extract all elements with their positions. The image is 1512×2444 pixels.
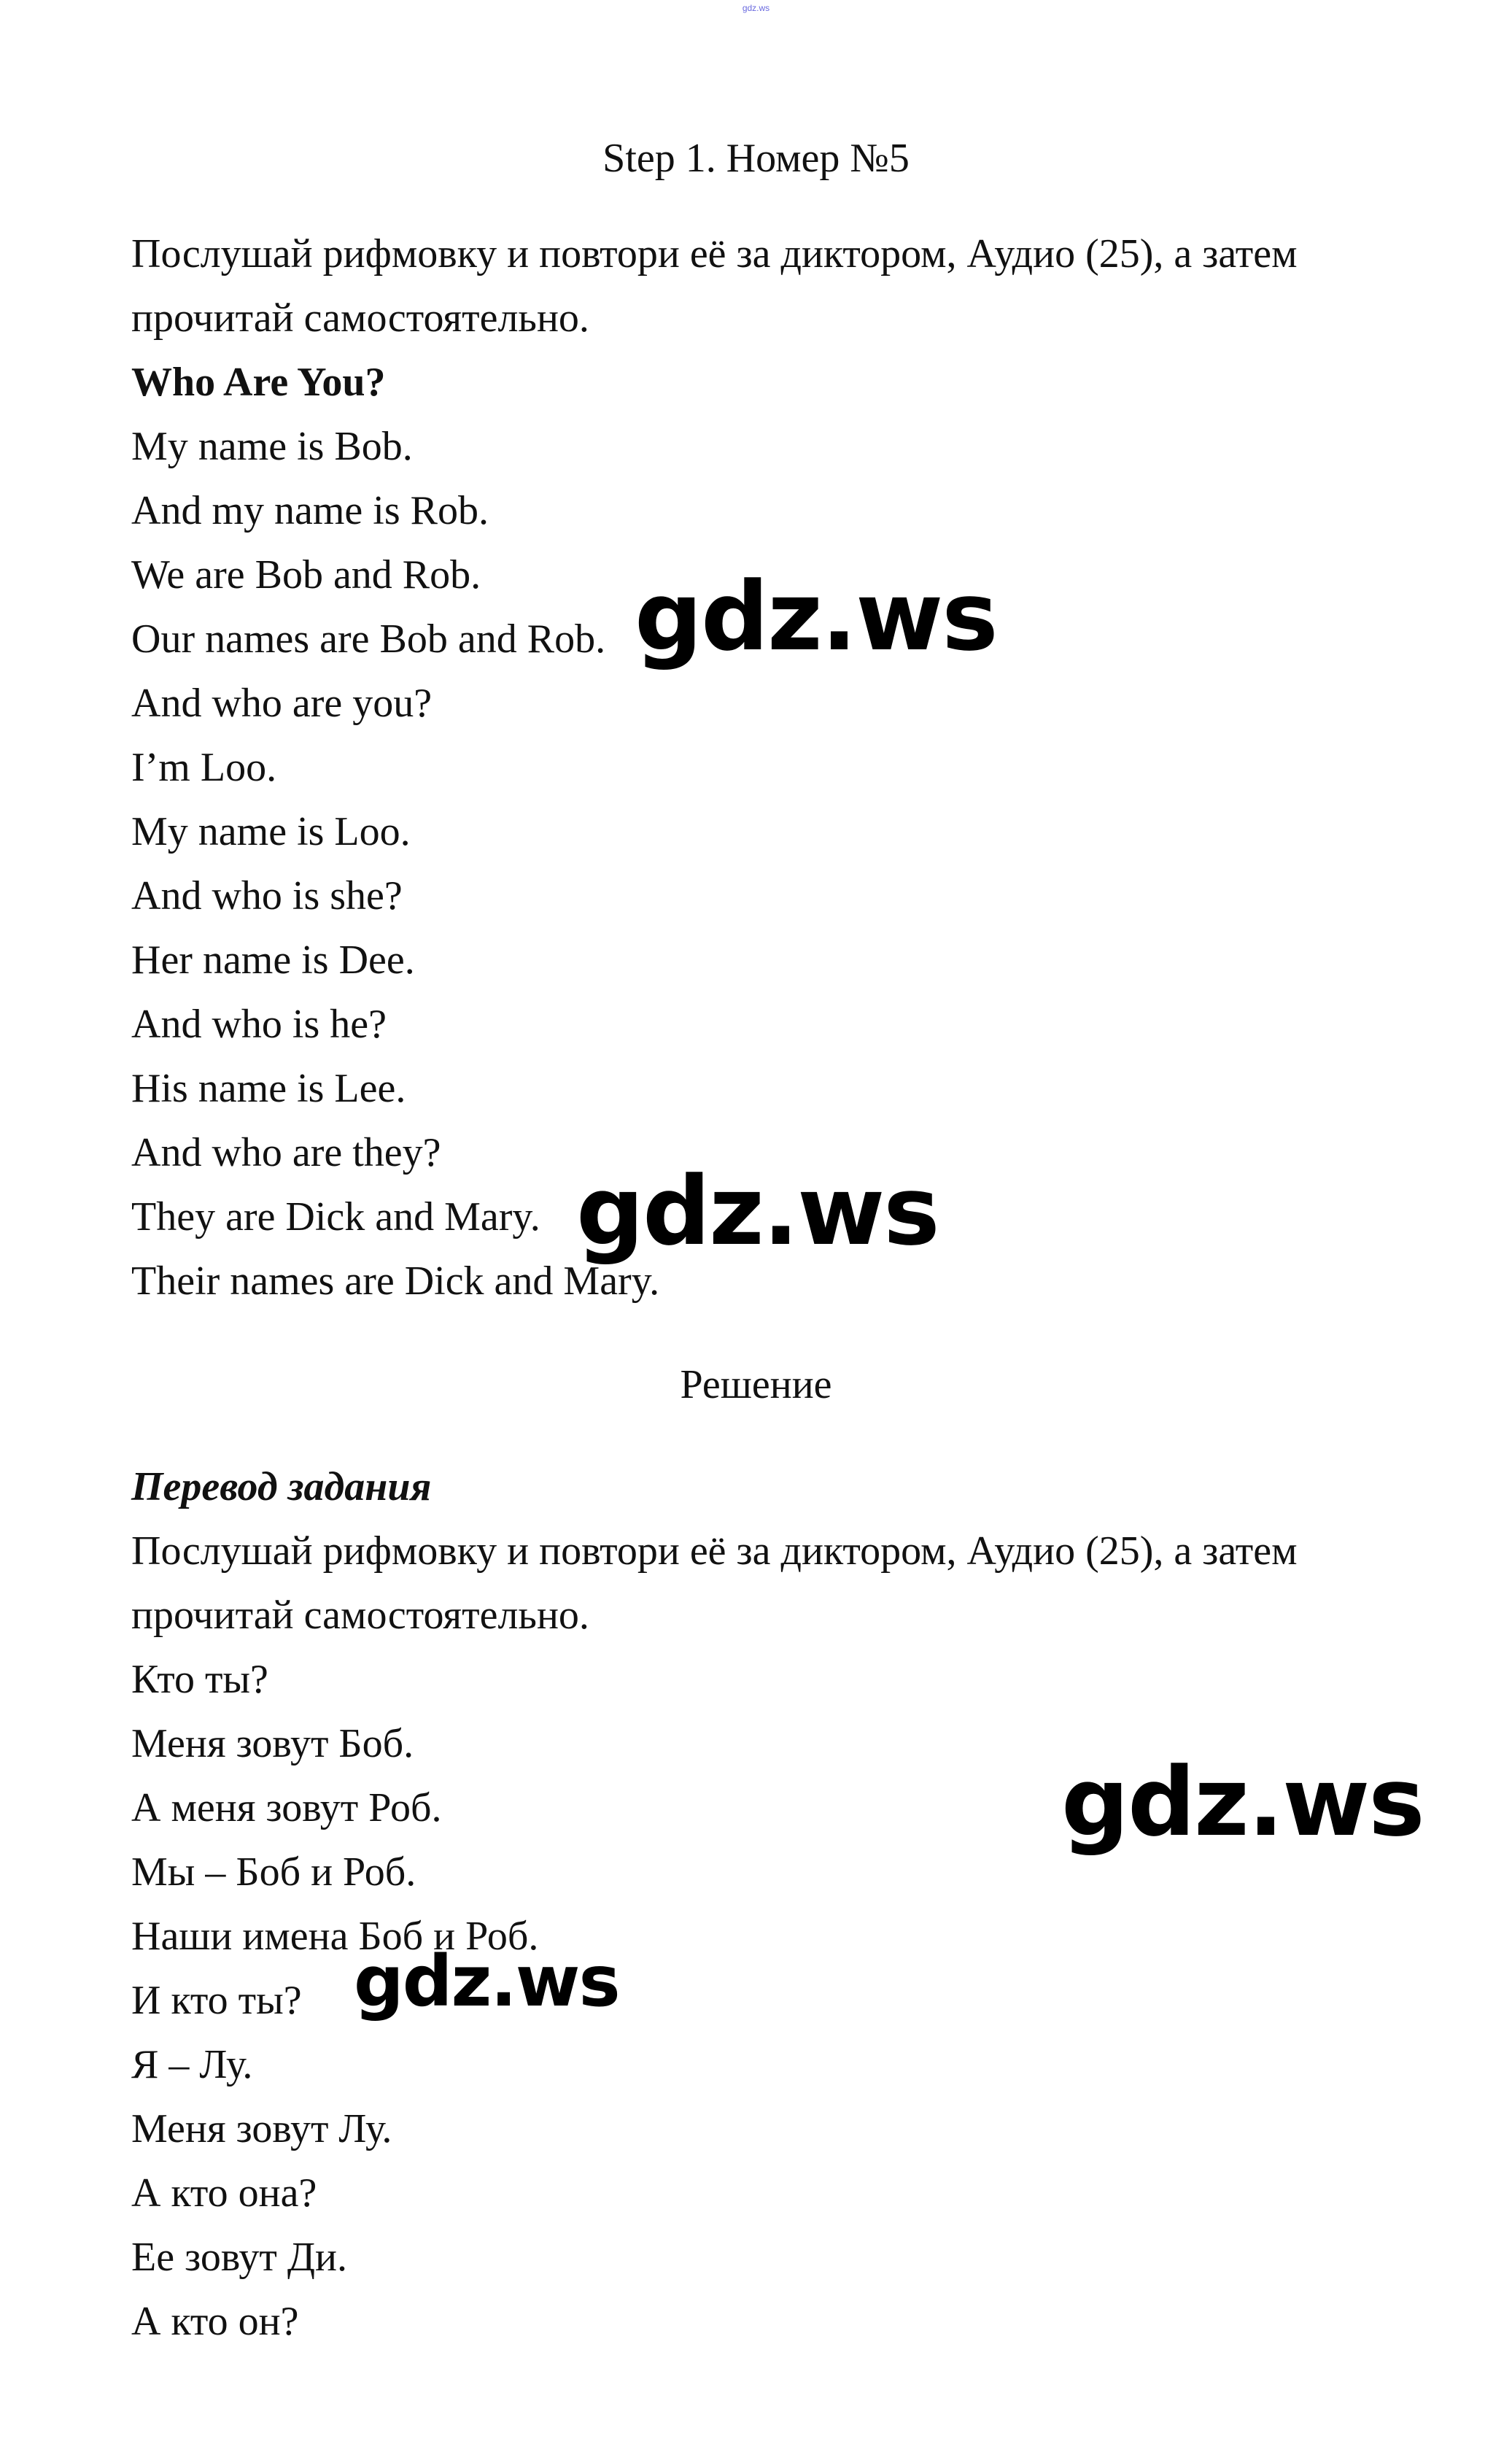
poem-line: And who is she? <box>131 873 403 919</box>
poem-line: They are Dick and Mary. <box>131 1194 540 1240</box>
translation-instruction-line-1: Послушай рифмовку и повтори её за диктором, Аудио (25), а затем <box>131 1528 1298 1574</box>
translation-line: И кто ты? <box>131 1978 302 2023</box>
task-instruction-line-1: Послушай рифмовку и повтори её за диктором, Аудио (25), а затем <box>131 231 1298 277</box>
translation-heading: Перевод задания <box>131 1464 432 1509</box>
gdz-watermark: gdz.ws <box>354 1941 619 2022</box>
top-watermark: gdz.ws <box>742 3 770 13</box>
translation-line: Меня зовут Лу. <box>131 2106 392 2151</box>
poem-line: I’m Loo. <box>131 745 277 790</box>
poem-line: My name is Loo. <box>131 809 411 854</box>
poem-line: We are Bob and Rob. <box>131 552 481 598</box>
poem-line: Her name is Dee. <box>131 937 415 983</box>
translation-instruction-line-2: прочитай самостоятельно. <box>131 1593 589 1638</box>
poem-title: Who Are You? <box>131 360 386 405</box>
poem-line: His name is Lee. <box>131 1066 406 1111</box>
poem-line: Their names are Dick and Mary. <box>131 1258 660 1304</box>
translation-line: А меня зовут Роб. <box>131 1785 442 1830</box>
translation-line: Мы – Боб и Роб. <box>131 1849 416 1895</box>
solution-heading: Решение <box>680 1362 832 1407</box>
translation-line: Кто ты? <box>131 1657 268 1702</box>
task-instruction-line-2: прочитай самостоятельно. <box>131 295 589 341</box>
translation-line: Меня зовут Боб. <box>131 1721 414 1766</box>
gdz-watermark: gdz.ws <box>576 1156 939 1267</box>
poem-line: And who are you? <box>131 681 433 726</box>
translation-line: Наши имена Боб и Роб. <box>131 1914 539 1959</box>
translation-line: А кто он? <box>131 2299 299 2344</box>
gdz-watermark: gdz.ws <box>635 561 997 672</box>
poem-line: And who is he? <box>131 1002 387 1047</box>
gdz-watermark: gdz.ws <box>1061 1747 1424 1857</box>
translation-line: Я – Лу. <box>131 2042 253 2087</box>
task-title: Step 1. Номер №5 <box>602 136 910 181</box>
translation-line: Ее зовут Ди. <box>131 2235 348 2280</box>
poem-line: My name is Bob. <box>131 424 413 469</box>
poem-line: Our names are Bob and Rob. <box>131 616 606 662</box>
poem-line: And who are they? <box>131 1130 441 1175</box>
poem-line: And my name is Rob. <box>131 488 489 533</box>
translation-line: А кто она? <box>131 2170 317 2216</box>
